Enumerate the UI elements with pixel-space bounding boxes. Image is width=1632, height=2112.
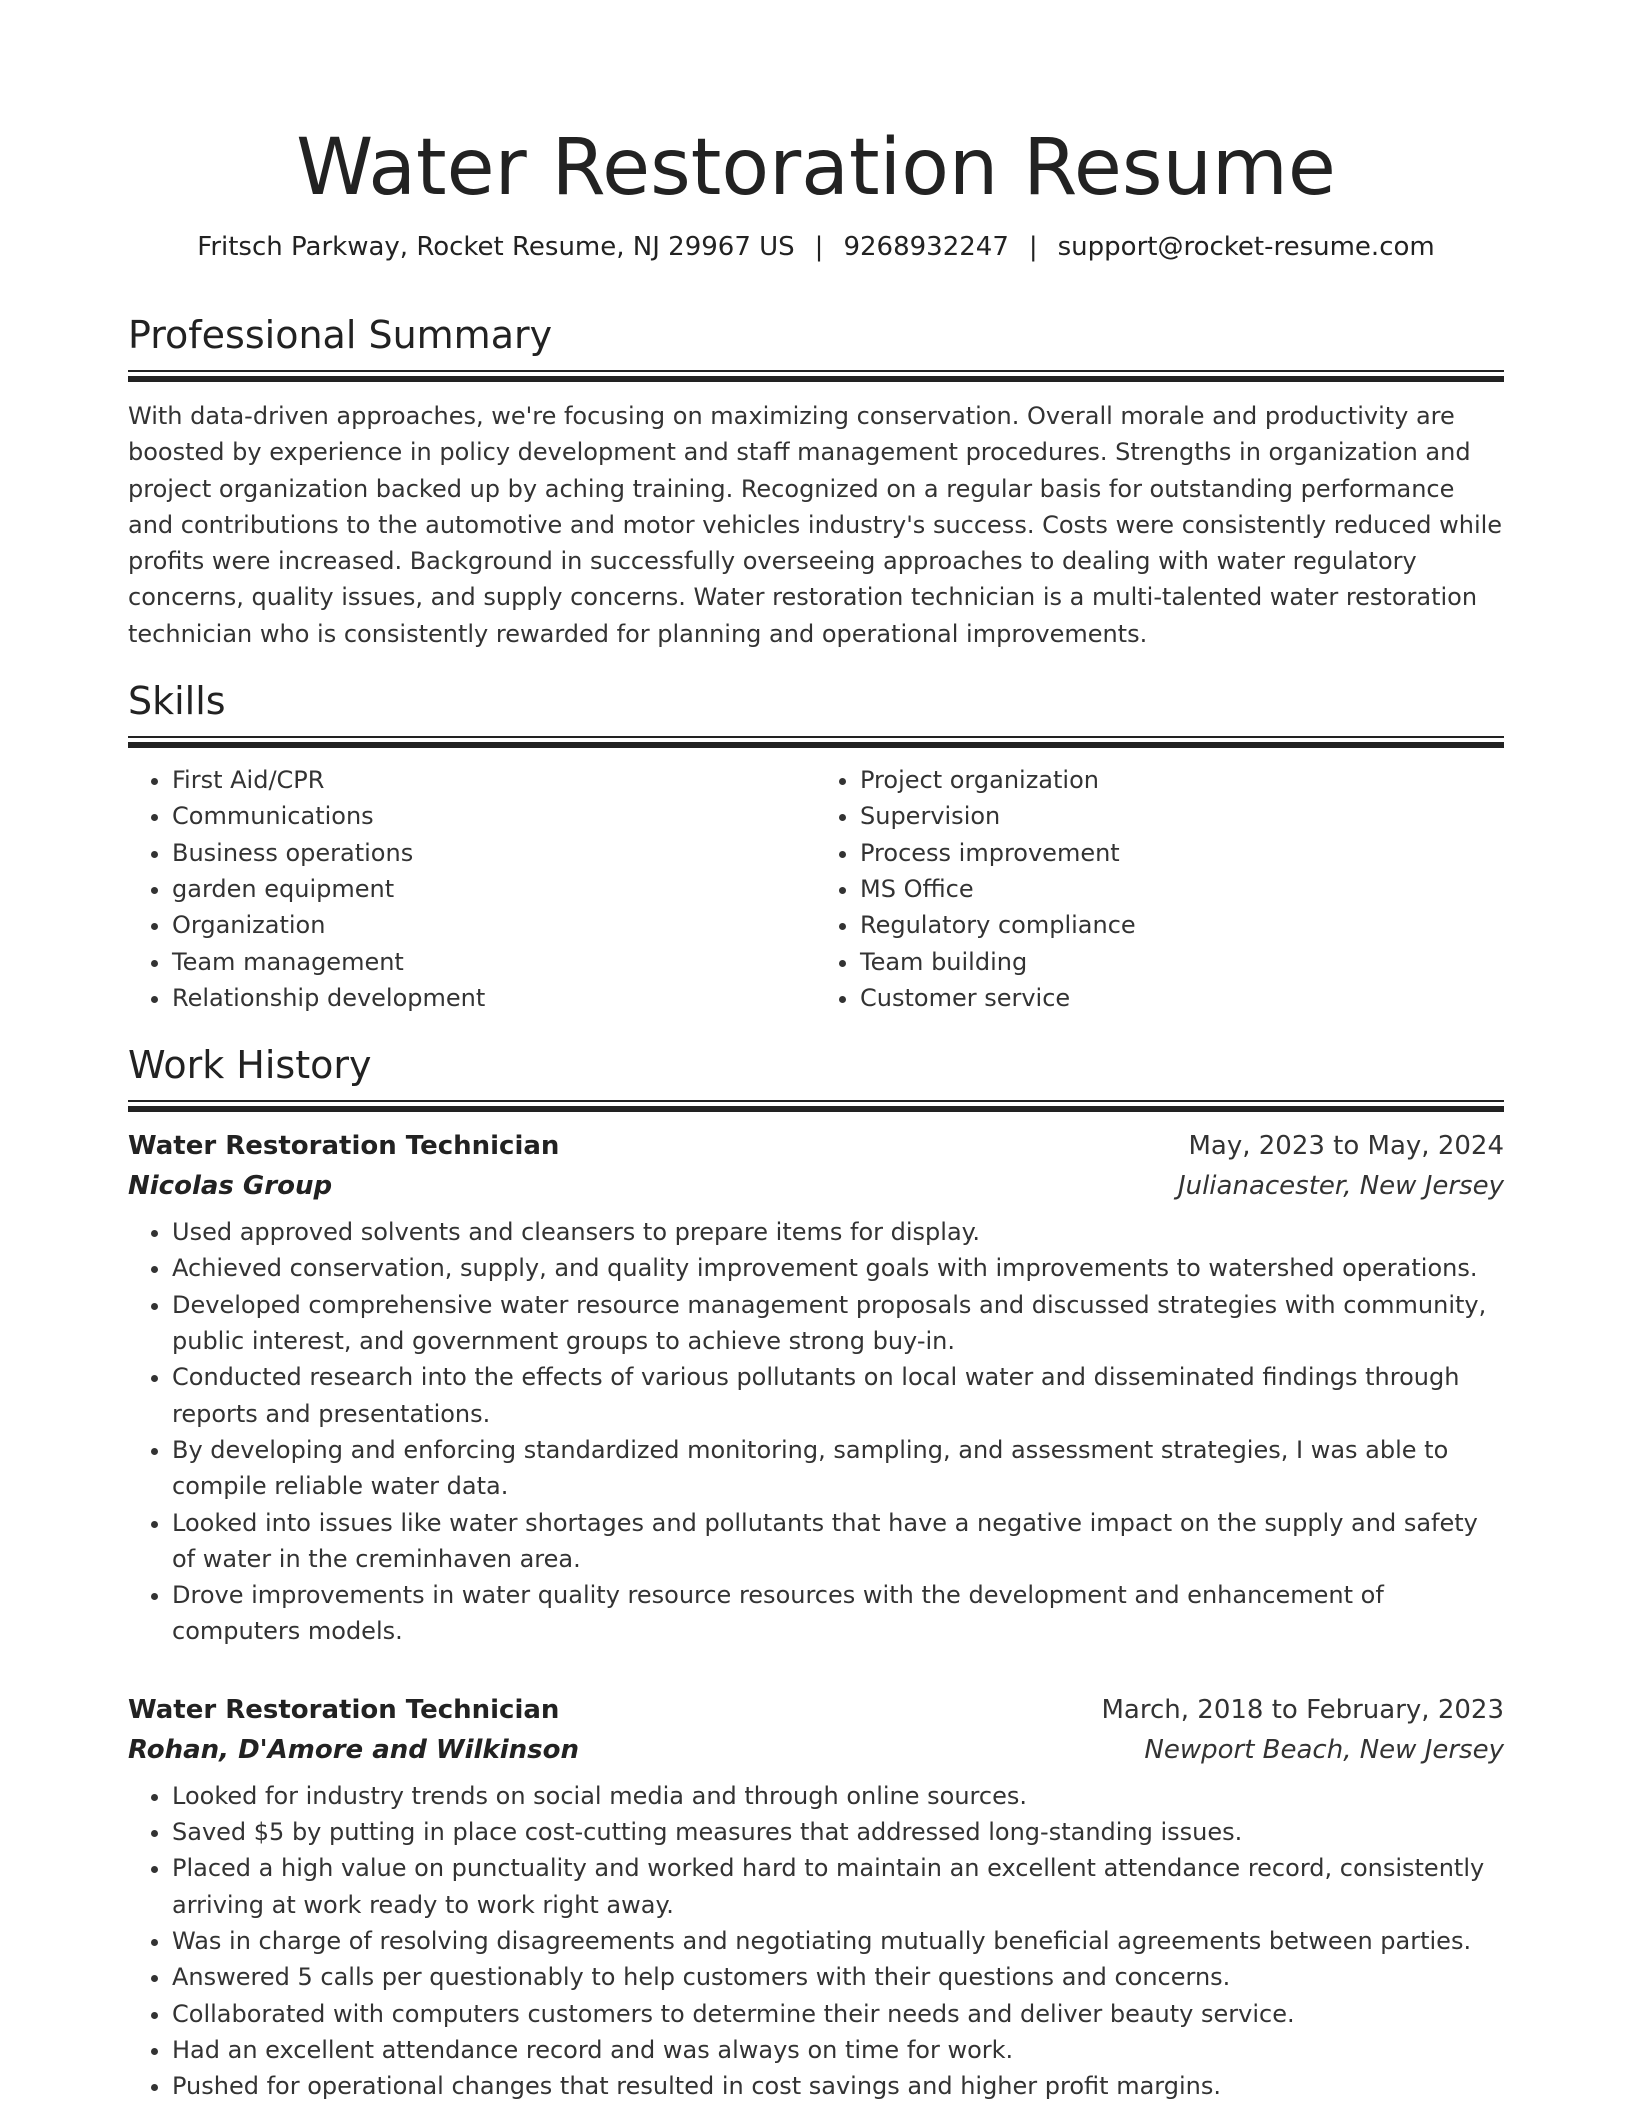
job-bullet: • Collaborated with computers customers to determine their needs and deliver beauty service. — [172, 1996, 1504, 2032]
skill-item: • Communications — [172, 798, 816, 834]
job-bullet: • Looked into issues like water shortages and pollutants that have a negative impact on the supply and safety of water in the creminhaven area. — [172, 1505, 1504, 1578]
job-bullet: • Pushed for operational changes that resulted in cost savings and higher profit margins. — [172, 2068, 1504, 2104]
job-bullet: • By developing and enforcing standardized monitoring, sampling, and assessment strategies, I was able to compile reliable water data. — [172, 1432, 1504, 1505]
job-bullet: • Used approved solvents and cleansers to prepare items for display. — [172, 1214, 1504, 1250]
job-bullet: • Answered 5 calls per questionably to help customers with their questions and concerns. — [172, 1959, 1504, 1995]
job-header — [128, 1126, 1504, 1166]
contact-email[interactable]: support@rocket-resume.com — [1057, 232, 1435, 262]
job-bullet: • Was in charge of resolving disagreements and negotiating mutually beneficial agreements between parties. — [172, 1923, 1504, 1959]
job-company: Rohan, D'Amore and Wilkinson — [128, 1734, 579, 1765]
job-location: Julianacester, New Jersey — [1177, 1171, 1504, 1202]
contact-separator: | — [814, 232, 824, 262]
job-bullet: • Placed a high value on punctuality and worked hard to maintain an excellent attendance record, consistently arriving at work ready to work right away. — [172, 1850, 1504, 1923]
resume-page — [128, 0, 1504, 2104]
skill-item: • garden equipment — [172, 871, 816, 907]
job-subheader — [128, 1166, 1504, 1206]
work-section — [128, 1042, 1504, 2104]
work-heading: Work History — [128, 1043, 372, 1088]
summary-heading: Professional Summary — [128, 313, 553, 357]
summary-section — [128, 312, 1504, 652]
job-bullet: • Had an excellent attendance record and was always on time for work. — [172, 2032, 1504, 2068]
job-dates: May, 2023 to May, 2024 — [1188, 1131, 1504, 1162]
summary-text: With data-driven approaches, we're focusing on maximizing conservation. Overall morale and productivity are boosted by experience in policy development and staff management procedures. Strengths in organization and project organization backed up by aching training. Recognized on a regular basis for outstanding performance and contributions to the automotive and motor vehicles industry's success. Costs were consistently reduced while profits were increased. Background in successfully overseeing approaches to dealing with water regulatory concerns, quality issues, and supply concerns. Water restoration technician is a multi-talented water restoration technician who is consistently rewarded for planning and operational improvements. — [128, 402, 1503, 648]
section-divider — [128, 370, 1504, 382]
skill-item: • Team management — [172, 944, 816, 980]
contact-separator: | — [1028, 232, 1038, 262]
job-bullet: • Saved $5 by putting in place cost-cutting measures that addressed long-standing issues. — [172, 1814, 1504, 1850]
section-divider — [128, 736, 1504, 748]
skills-section — [128, 678, 1504, 1016]
skill-item: • Regulatory compliance — [860, 907, 1504, 943]
job-bullet: • Looked for industry trends on social media and through online sources. — [172, 1778, 1504, 1814]
contact-phone: 9268932247 — [843, 232, 1009, 262]
skills-list-right — [816, 762, 1504, 1016]
skill-item: • Organization — [172, 907, 816, 943]
resume-title: Water Restoration Resume — [296, 123, 1336, 213]
skill-item: • Relationship development — [172, 980, 816, 1016]
skill-item: • First Aid/CPR — [172, 762, 816, 798]
contact-address: Fritsch Parkway, Rocket Resume, NJ 29967 US — [197, 232, 795, 262]
job-entry — [128, 1126, 1504, 1650]
skills-list-left — [128, 762, 816, 1016]
skills-columns — [128, 762, 1504, 1016]
job-bullets — [128, 1778, 1504, 2105]
skill-item: • Business operations — [172, 835, 816, 871]
contact-line — [128, 230, 1504, 264]
job-company: Nicolas Group — [128, 1171, 333, 1202]
job-bullet: • Drove improvements in water quality resource resources with the development and enhancement of computers models. — [172, 1577, 1504, 1650]
skill-item: • Process improvement — [860, 835, 1504, 871]
section-divider — [128, 1100, 1504, 1112]
job-title: Water Restoration Technician — [128, 1131, 560, 1162]
skills-heading: Skills — [128, 679, 226, 724]
job-entry — [128, 1690, 1504, 2105]
job-title: Water Restoration Technician — [128, 1694, 560, 1725]
skill-item: • MS Office — [860, 871, 1504, 907]
skill-item: • Project organization — [860, 762, 1504, 798]
job-dates: March, 2018 to February, 2023 — [1101, 1694, 1504, 1725]
job-header — [128, 1690, 1504, 1730]
job-bullet: • Conducted research into the effects of various pollutants on local water and disseminated findings through reports and presentations. — [172, 1359, 1504, 1432]
job-bullet: • Achieved conservation, supply, and quality improvement goals with improvements to watershed operations. — [172, 1250, 1504, 1286]
job-bullets — [128, 1214, 1504, 1650]
skill-item: • Supervision — [860, 798, 1504, 834]
skill-item: • Team building — [860, 944, 1504, 980]
job-bullet: • Developed comprehensive water resource management proposals and discussed strategies with community, public interest, and government groups to achieve strong buy-in. — [172, 1287, 1504, 1360]
skill-item: • Customer service — [860, 980, 1504, 1016]
job-location: Newport Beach, New Jersey — [1144, 1734, 1504, 1765]
job-subheader — [128, 1730, 1504, 1770]
